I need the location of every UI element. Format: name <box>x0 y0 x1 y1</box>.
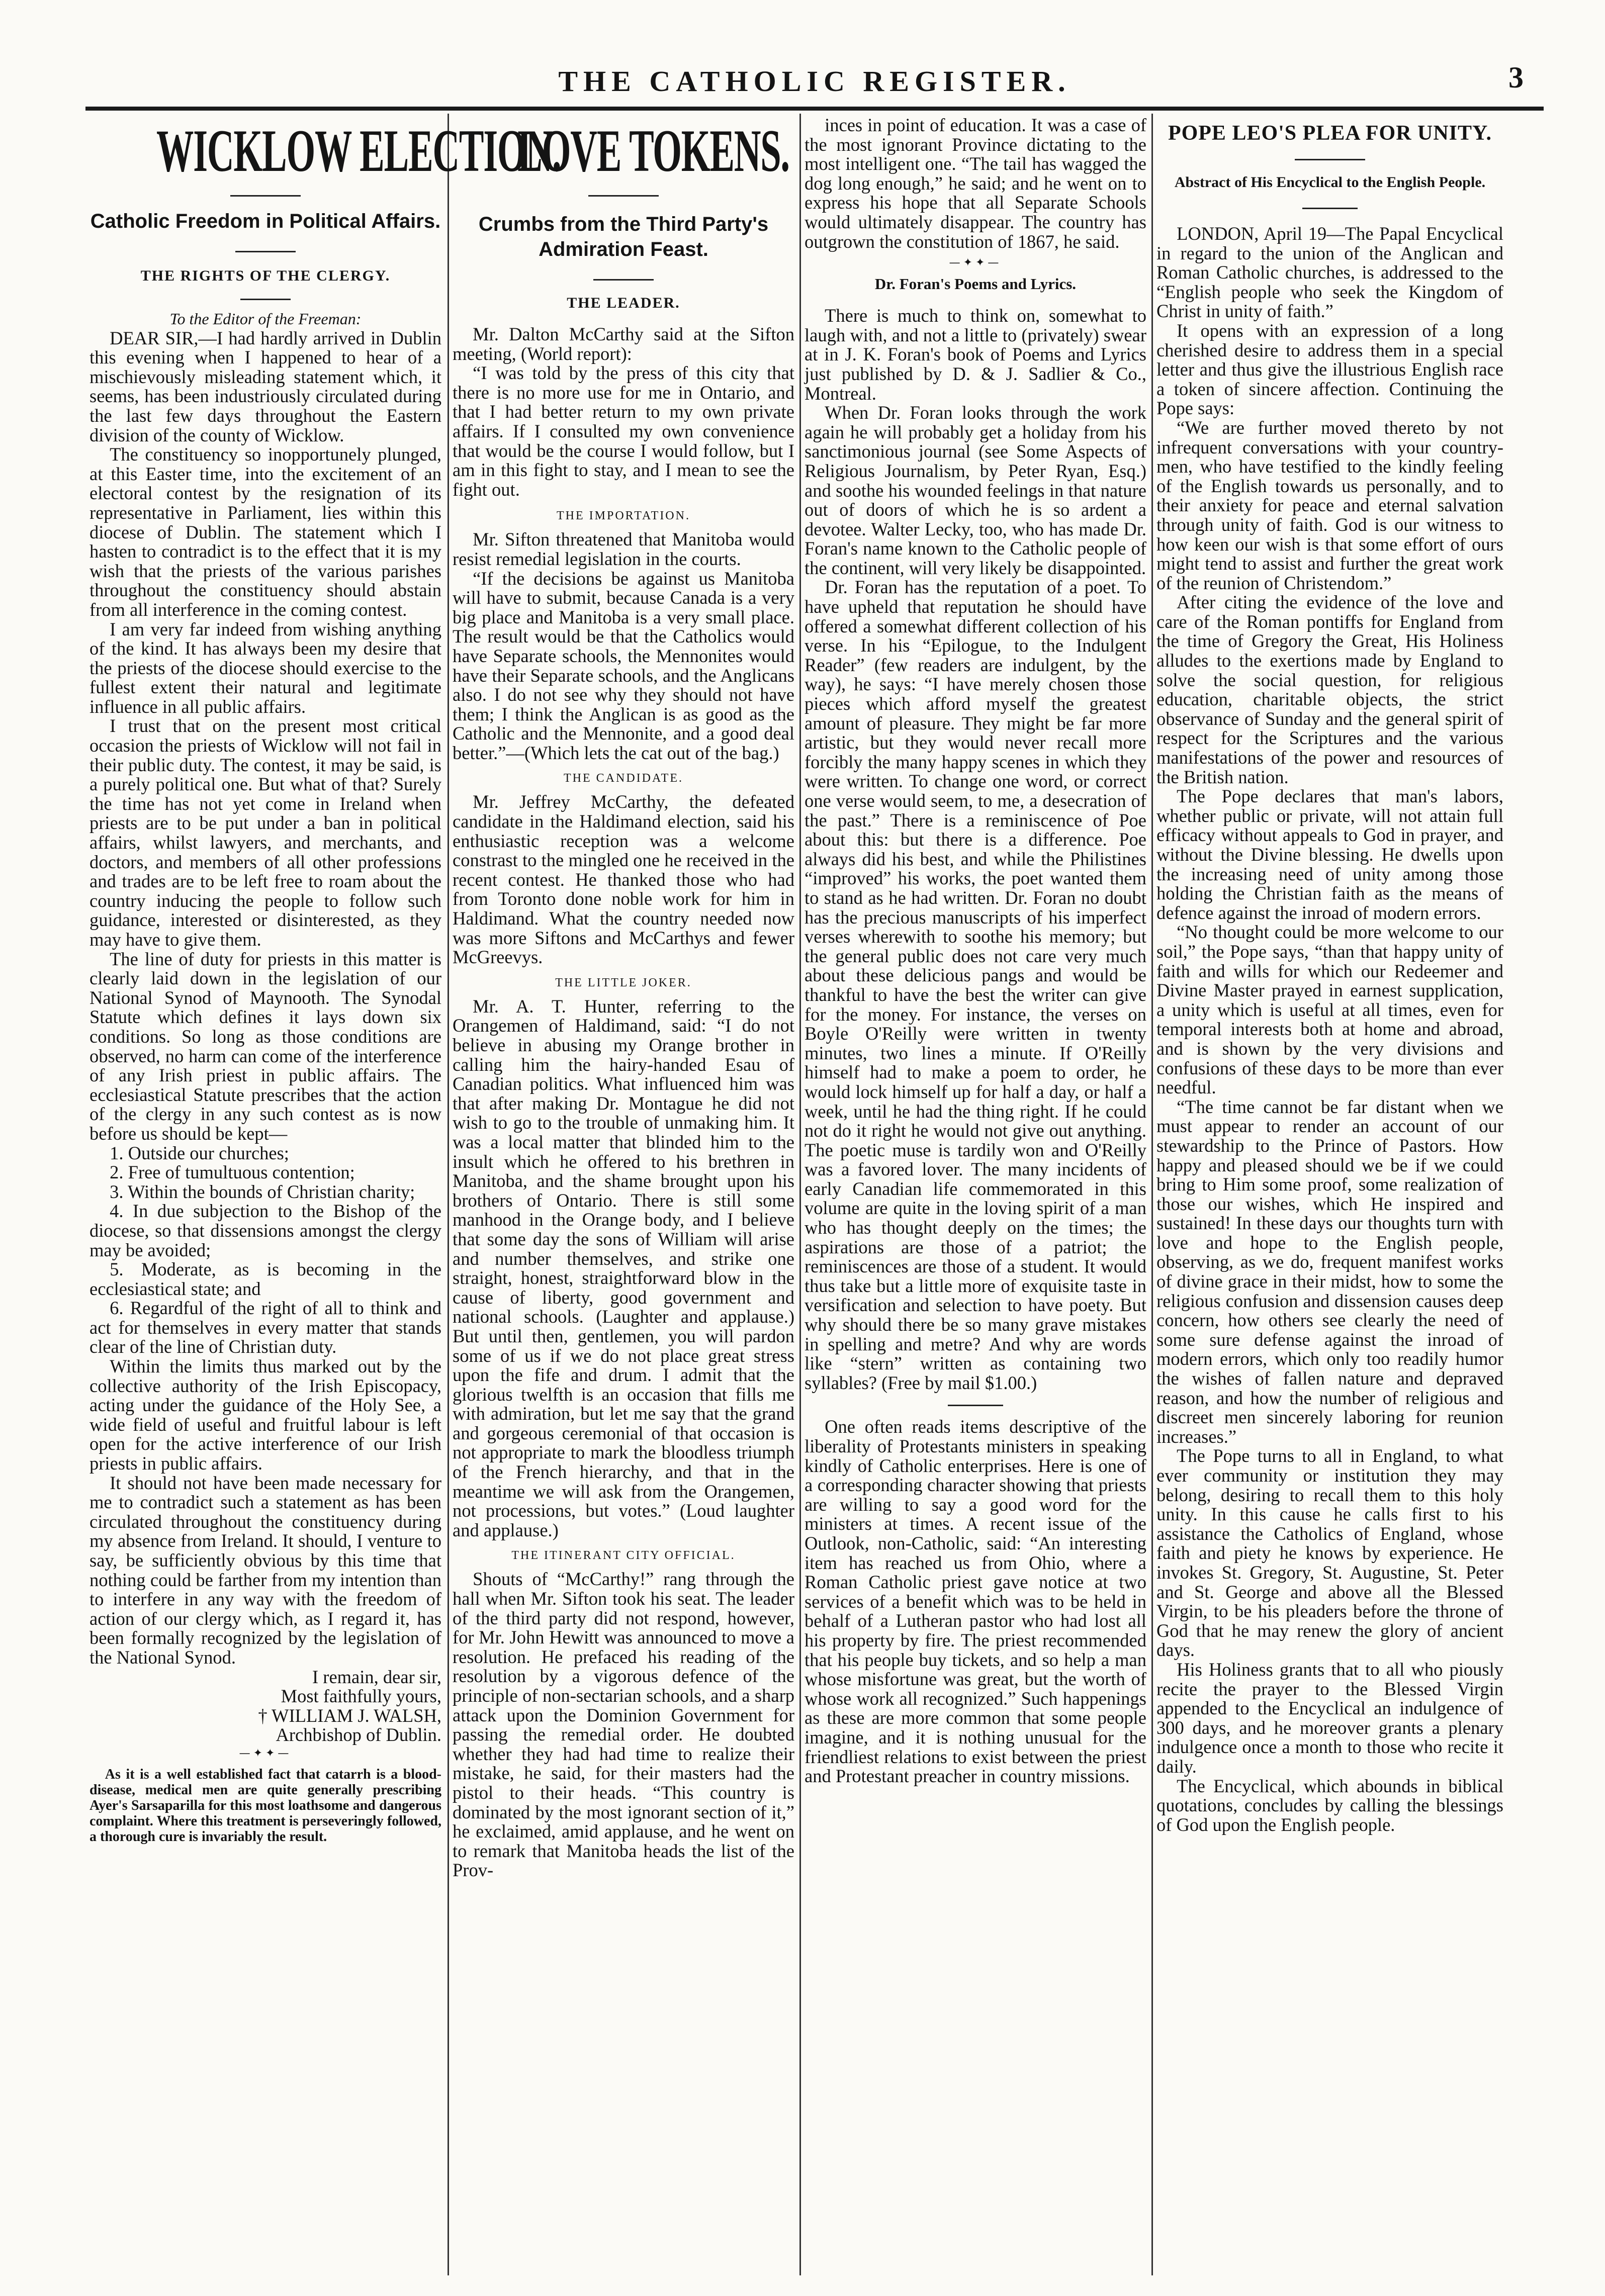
title-rule <box>230 195 301 197</box>
paragraph: After citing the evidence of the love and care of the Roman pontiffs for England from the time of Gregory the Great, His Holiness alludes to the exertions made by England to solve the social question, for religious education, charitable objects, the strict observance of Sunday and the general spirit of respect for the Scriptures and the various manifestations of the power and resources of the British nation. <box>1156 592 1503 787</box>
paragraph: LONDON, April 19—The Papal Encyclical in regard to the union of the Anglican and Roman Catholic churches, is addressed to the “English people who seek the Kingdom of Christ in unity of faith.” <box>1156 223 1503 322</box>
paragraph: 3. Within the bounds of Christian charity; <box>110 1181 415 1202</box>
article-subtitle: Abstract of His Encyclical to the English People. <box>1174 174 1486 191</box>
article-body <box>1156 224 1503 1834</box>
paragraph: The constituency so inopportunely plunged, at this Easter time, into the excitement of an electoral contest by the resignation of its representative in Parliament, lies within this diocese of Dublin. The statement which I hasten to contradict is to the effect that it is my wish that the priests of the various parishes throughout the constituency should abstain from all interference in the coming contest. <box>90 444 441 620</box>
article-title: POPE LEO'S PLEA FOR UNITY. <box>1168 122 1492 145</box>
paragraph: It opens with an expression of a long cherished desire to address them in a special letter and thus give the illustrious English race a token of sincere affection. Continuing the Pope says: <box>1156 320 1503 419</box>
subhead-itinerant-official: THE ITINERANT CITY OFFICIAL. <box>511 1549 736 1563</box>
column-divider <box>1151 114 1153 2275</box>
letter-closing <box>90 1668 441 1745</box>
article-subtitle: Crumbs from the Third Party's Admiration Feast. <box>478 213 769 260</box>
newspaper-title: THE CATHOLIC REGISTER. <box>558 65 1071 98</box>
paragraph: DEAR SIR,—I had hardly arrived in Dublin this evening when I happened to hear of a mischievously misleading statement which, it seems, has been industriously circulated during the last few days throughout the Eastern division of the county of Wicklow. <box>90 327 441 445</box>
section-itinerant-official <box>453 1570 794 1880</box>
paragraph: 6. Regardful of the right of all to think and act for themselves in every matter that stands clear of the line of Christian duty. <box>90 1298 441 1357</box>
section-heading: Dr. Foran's Poems and Lyrics. <box>874 275 1077 293</box>
paragraph: The line of duty for priests in this matter is clearly laid down in the legislation of our National Synod of Maynooth. The Synodal Statute which defines it lays down six conditions. So long as those conditions are observed, no harm can come of the interference of any Irish priest in public affairs. The ecclesiastical Statute prescribes that the action of the clergy in any such contest as is now before us should be kept— <box>90 948 441 1144</box>
paragraph: Most faithfully yours, <box>281 1686 441 1707</box>
paragraph: Dr. Foran has the reputation of a poet. To have upheld that reputation he should have offered a somewhat different collection of his verse. In his “Epilogue, to the Indulgent Reader” (few readers are indulgent, by the way), he says: “I have merely chosen those pieces which afford myself the greatest amount of pleasure. They might be far more artistic, but they would never recall more forcibly the many happy scenes in which they were written. To change one word, or correct one verse would seem, to me, a desecration of the past.” There is a reminiscence of Poe about this: but there is a difference. Poe always did his best, and while the Philistines “improved” his works, the poet wanted them to stand as he had written. Dr. Foran no doubt has the precious manuscripts of his imperfect verses wherewith to soothe his memory; but the general public does not care very much about these delicious pangs and would be thankful to have the best the writer can give for the money. For instance, the verses on Boyle O'Reilly were written in twenty minutes, two lines a minute. If O'Reilly himself had to make a poem to order, he would lock himself up for half a day, or half a week, until he had the thing right. If he could not do it right he would not give out anything. The poetic muse is tardily won and O'Reilly was a favored lover. The many incidents of early Canadian life commemorated in this volume are quite in the loving spirit of a man who has thought deeply on the times; the aspirations are those of a patriot; the reminiscences are those of a student. It would thus take but a little more of exquisite taste in versification and selection to have poety. But why should there be so many grave mistakes in spelling and metre? And why are words like “stern” written as containing two syllables? (Free by mail $1.00.) <box>805 577 1146 1393</box>
paragraph: inces in point of education. It was a case of the most ignorant Province dictating to the most intelligent one. “The tail has wagged the dog long enough,” he said; and he went on to express his hope that all Separate Schools would ultimately disappear. The country has outgrown the constitution of 1867, he said. <box>805 115 1146 252</box>
paragraph: † WILLIAM J. WALSH, <box>258 1705 441 1726</box>
section-rule <box>1302 208 1358 209</box>
paragraph: 4. In due subjection to the Bishop of the diocese, so that dissensions amongst the clergy may be avoided; <box>90 1201 441 1260</box>
page-number: 3 <box>1508 61 1524 94</box>
subhead-candidate: THE CANDIDATE. <box>564 772 683 785</box>
section-candidate <box>453 792 794 967</box>
advertisement-text: As it is a well established fact that catarrh is a blood-disease, medical men are quite generally prescribing Ayer's Sarsaparilla for this most loathsome and dangerous complaint. Where this treatment is perseveringly followed, a thorough cure is invariably the result. <box>90 1766 441 1845</box>
paragraph: It should not have been made necessary for me to contradict such a statement as has been circulated throughout the constituency during my absence from Ireland. It should, I venture to say, be sufficiently obvious by this time that nothing could be farther from my intention than to interfere in any way with the freedom of action of our clergy which, as I regard it, has been formally recognized by the legislation of the National Synod. <box>90 1472 441 1668</box>
section-heading: THE RIGHTS OF THE CLERGY. <box>140 267 391 284</box>
title-rule <box>1295 159 1365 160</box>
paragraph: “I was told by the press of this city that there is no more use for me in Ontario, and that I had better return to my own private affairs. If I consulted my own convenience that would be the course I would follow, but I am in this fight to stay, and I mean to see the fight out. <box>453 362 794 500</box>
statute-conditions-list <box>90 1144 441 1357</box>
paragraph: I remain, dear sir, <box>312 1666 441 1687</box>
column-foran-poems <box>805 116 1146 2282</box>
section-leader <box>453 325 794 499</box>
paragraph: 2. Free of tumultuous contention; <box>110 1162 355 1183</box>
column-pope-leo <box>1156 116 1503 2282</box>
paragraph: One often reads items descriptive of the liberality of Protestants ministers in speaking kindly of Catholic enterprises. Here is one of a corresponding character showing that priests are willing to say a good word for the ministers at times. A recent issue of the Outlook, non-Catholic, said: “An interesting item has reached us from Ohio, where a Roman Catholic priest gave notice at two services of a benefit which was to be held in behalf of a Lutheran pastor who had lost all his property by fire. The priest recommended that his people buy tickets, and so help a man whose misfortune was great, but the worth of whose work all recognized.” Such happenings as these are more common that some people imagine, and it is nothing unusual for the friendliest relations to exist between the priest and Protestant preacher in country missions. <box>805 1416 1146 1787</box>
paragraph: The Pope turns to all in England, to what ever community or institution they may belong, desiring to recall them to this holy unity. In this cause he calls first to his assistance the Catholics of England, whose faith and piety he knows by experience. He invokes St. Gregory, St. Augustine, St. Peter and St. George and above all the Blessed Virgin, to be his pleaders before the throne of God that he may renew the glory of ancient days. <box>1156 1445 1503 1661</box>
ornament-rule: —✦✦— <box>949 256 1002 269</box>
paragraph: Within the limits thus marked out by the collective authority of the Irish Episcopacy, acting under the guidance of the Holy See, a wide field of useful and fruitful labour is left open for the active interference of our Irish priests in public affairs. <box>90 1356 441 1474</box>
article-continuation <box>805 116 1146 251</box>
section-rule <box>593 279 654 281</box>
column-divider <box>448 114 449 2275</box>
article-subtitle: Catholic Freedom in Political Affairs. <box>90 210 441 232</box>
section-rule <box>240 299 291 300</box>
paragraph: “If the decisions be against us Manitoba will have to submit, because Canada is a very big place and Manitoba is a very small place. The result would be that the Catholics would have Separate schools, the Mennonites would have their Separate schools, and the Anglicans also. I do not see why they should not have them; I think the Anglican is as good as the Catholic and the Mennonite, and a good deal better.”—(Which lets the cat out of the bag.) <box>453 568 794 763</box>
header-rule <box>85 107 1544 111</box>
paragraph: Archbishop of Dublin. <box>276 1724 441 1746</box>
section-little-joker <box>453 997 794 1540</box>
paragraph: There is much to think on, somewhat to laugh with, and not a little to (privately) swear at in J. K. Foran's book of Poems and Lyrics just published by D. & J. Sadlier & Co., Montreal. <box>805 305 1146 404</box>
paragraph: Shouts of “McCarthy!” rang through the hall when Mr. Sifton took his seat. The leader of the third party did not respond, however, for Mr. John Hewitt was announced to move a resolution. He prefaced his reading of the resolution by a vigorous defence of the principle of non-sectarian schools, and a sharp attack upon the Dominion Government for passing the remedial order. He doubted whether they had had time to realize their mistake, he said, for their masters had the pistol to their heads. “This country is dominated by the most ignorant section of it,” he exclaimed, amid applause, and he went on to remark that Manitoba heads the list of the Prov- <box>453 1569 794 1881</box>
paragraph: I am very far indeed from wishing anything of the kind. It has always been my desire that the priests of the diocese should exercise to the fullest extent their natural and legitimate influence in all public affairs. <box>90 618 441 717</box>
page-header <box>85 35 1544 111</box>
paragraph: His Holiness grants that to all who piously recite the prayer to the Blessed Virgin appended to the Encyclical an indulgence of 300 days, and he moreover grants a plenary indulgence once a month to those who recite it daily. <box>1156 1659 1503 1777</box>
letter-address: To the Editor of the Freeman: <box>169 310 362 328</box>
paragraph: Mr. Jeffrey McCarthy, the defeated candidate in the Haldimand election, said his enthusiastic reception was a welcome constrast to the mingled one he received in the recent contest. He thanked those who had from Toronto done noble work for him in Haldimand. What the country needed now was more Siftons and McCarthys and fewer McGreevys. <box>453 791 794 968</box>
paragraph: “No thought could be more welcome to our soil,” the Pope says, “than that happy unity of faith and wills for which our Redeemer and Divine Master prayed in earnest supplication, a unity which is useful at all times, even for temporal interests both at home and abroad, and is shown by the very divisions and confusions of these days to be more than ever needful. <box>1156 922 1503 1098</box>
article-body <box>805 1417 1146 1786</box>
paragraph: 1. Outside our churches; <box>110 1142 289 1163</box>
section-rule <box>948 1405 1003 1406</box>
paragraph: “The time cannot be far distant when we must appear to render an account of our stewardship to the Prince of Pastors. How happy and pleased should we be if we could bring to Him some proof, some realization of those our wishes, which He inspired and sustained! In these days our thoughts turn with love and hope to the English people, observing, as we do, frequent manifest works of divine grace in their midst, how to some the religious confusion and dissension causes deep concern, how others see clearly the need of some sure defense against the inroad of modern errors, which only too readily humor the wishes of fallen nature and depraved reason, and how the number of religious and discreet men sincerely laboring for reunion increases.” <box>1156 1096 1503 1447</box>
paragraph: When Dr. Foran looks through the work again he will probably get a holiday from his sanctimonious journal (see Some Aspects of Religious Journalism, by Peter Ryan, Esq.) and soothe his wounded feelings in that nature out of doors of which he is so ardent a devotee. Walter Lecky, too, who has made Dr. Foran's name known to the Catholic people of the continent, will very likely be disappointed. <box>805 402 1146 578</box>
review-body <box>805 306 1146 1393</box>
section-importation <box>453 530 794 763</box>
paragraph: Mr. Sifton threatened that Manitoba would resist remedial legislation in the courts. <box>453 529 794 569</box>
column-divider <box>799 114 801 2275</box>
paragraph: 5. Moderate, as is becoming in the ecclesiastical state; and <box>90 1259 441 1299</box>
subhead-importation: THE IMPORTATION. <box>557 509 690 523</box>
ornament-rule: —✦✦— <box>239 1747 292 1760</box>
article-title: WICKLOW ELECTION. <box>156 117 561 184</box>
section-rule <box>235 251 296 252</box>
section-heading: THE LEADER. <box>567 295 680 311</box>
paragraph: The Encyclical, which abounds in biblical quotations, concludes by calling the blessings of God upon the English people. <box>1156 1775 1503 1835</box>
paragraph: Mr. Dalton McCarthy said at the Sifton meeting, (World report): <box>453 324 794 364</box>
column-wicklow-election <box>90 116 561 2282</box>
subhead-little-joker: THE LITTLE JOKER. <box>555 976 692 989</box>
article-title: LOVE TOKENS. <box>517 117 789 184</box>
title-rule <box>588 195 659 197</box>
paragraph: The Pope declares that man's labors, whether public or private, will not attain full efficacy without appeals to God in prayer, and without the Divine blessing. He dwells upon the increasing need of unity among those holding the Christian faith as the means of defence against the inroad of modern errors. <box>1156 786 1503 923</box>
paragraph: I trust that on the present most critical occasion the priests of Wicklow will not fail in their public duty. The contest, it may be said, is a purely political one. But what of that? Surely the time has not yet come in Ireland when priests are to be put under a ban in political affairs, whilst lawyers, and merchants, and doctors, and members of all other professions and trades are to be left free to roam about the country inducing the people to follow such guidance, interested or disinterested, as they may have to give them. <box>90 715 441 950</box>
letter-body <box>90 329 441 1144</box>
letter-body-cont <box>90 1357 441 1668</box>
paragraph: “We are further moved thereto by not infrequent conversations with your country-men, who have testified to the kindly feeling of the English towards us personally, and to their anxiety for peace and eternal salvation through unity of faith. God is our witness to how keen our wish is that some effort of ours might tend to assist and further the great work of the reunion of Christendom.” <box>1156 417 1503 593</box>
column-love-tokens <box>453 116 794 2282</box>
paragraph: Mr. A. T. Hunter, referring to the Orangemen of Haldimand, said: “I do not believe in abusing my Orange brother in calling him the hairy-handed Esau of Canadian politics. What influenced him was that after making Dr. Montague he did not wish to go to the trouble of unmaking him. It was a local matter that blinded him to the insult which he offered to his brethren in Manitoba, and the shame brought upon his brothers of Ontario. There is still some manhood in the Orange body, and I believe that some day the sons of William will arise and number themselves, and strike one straight, honest, straightforward blow in the cause of liberty, good government and national schools. (Laughter and applause.) But until then, gentlemen, you will pardon some of us if we do not place great stress upon the fife and drum. I admit that the glorious twelfth is an occasion that fills me with admiration, but let me say that the grand and gorgeous ceremonial of that occasion is not appropriate to mark the bloodless triumph of the French hierarchy, and that in the meantime we will ask from the Orangemen, not processions, but votes.” (Loud laughter and applause.) <box>453 995 794 1540</box>
